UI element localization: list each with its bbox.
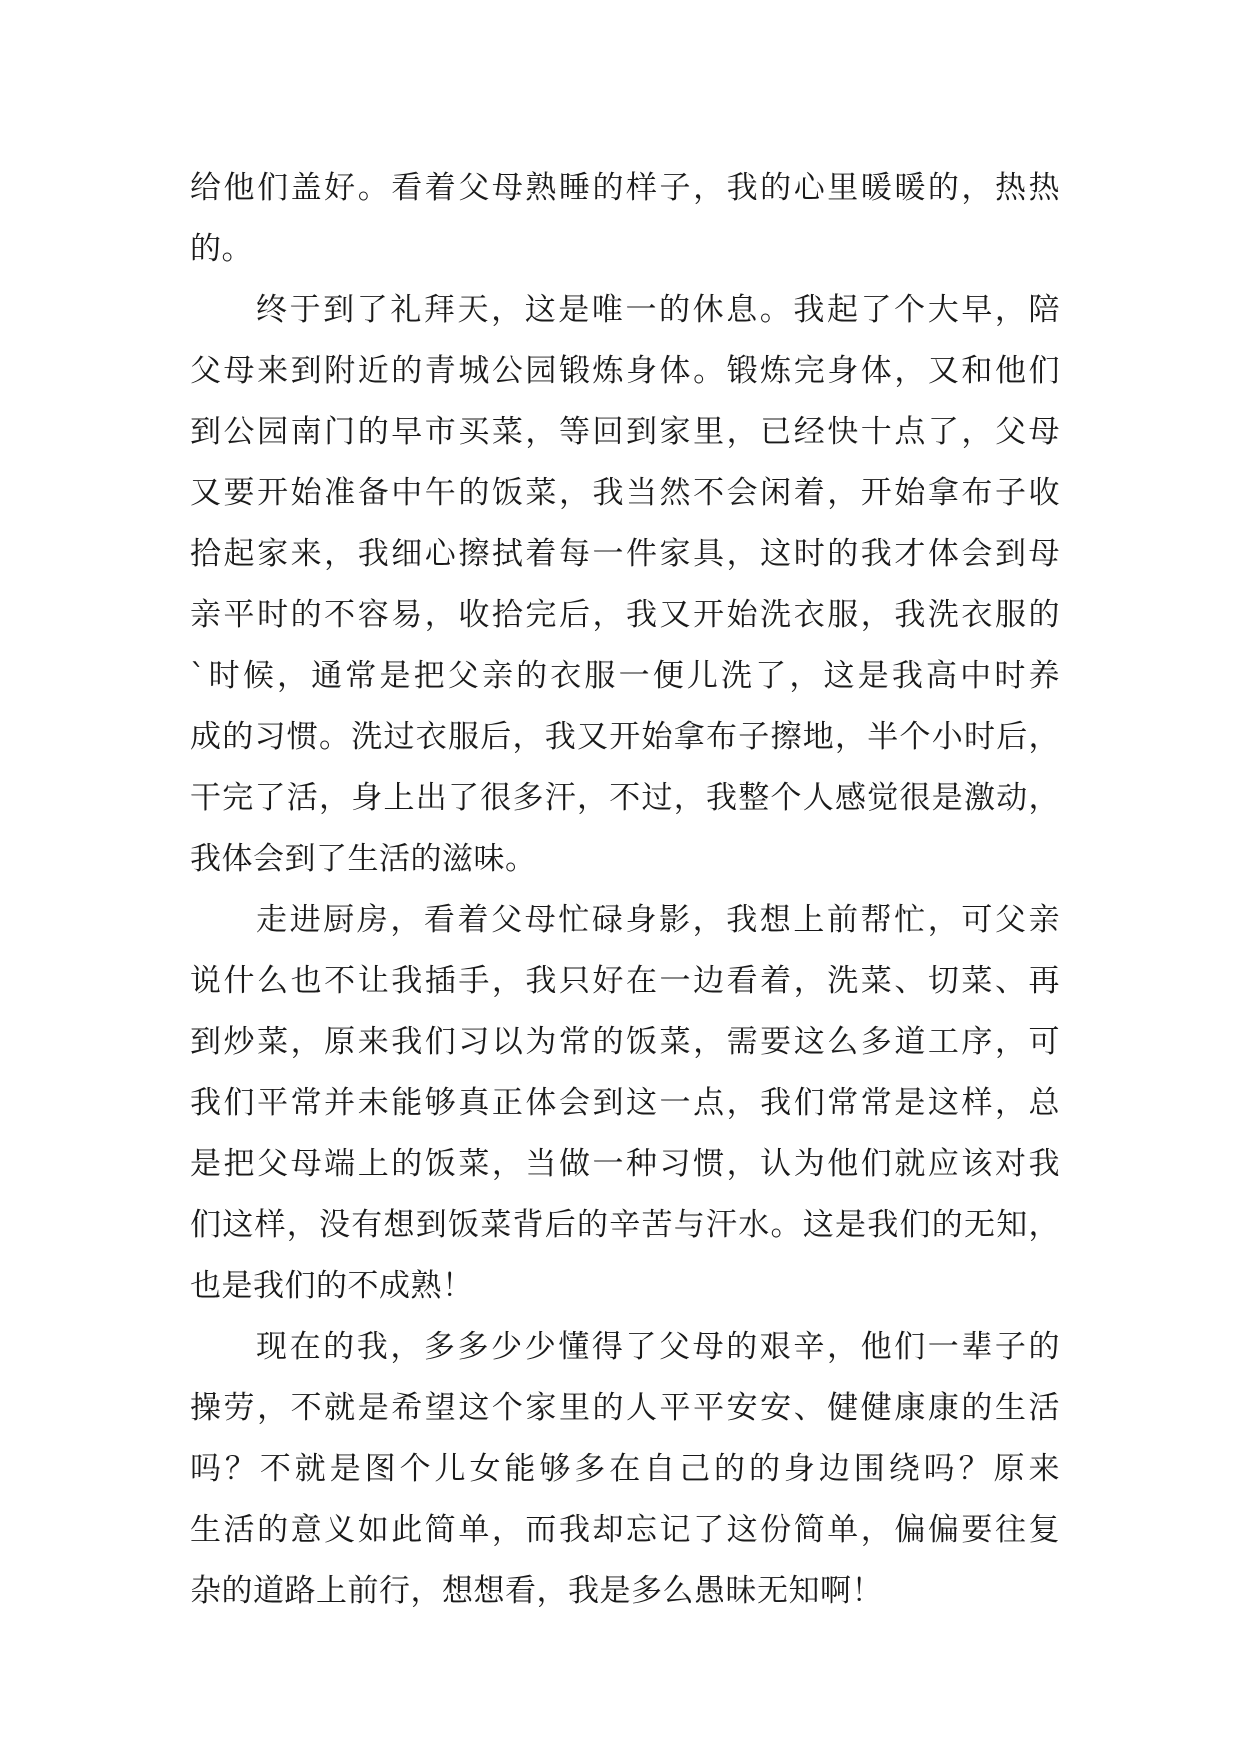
text-line: 的。 <box>190 231 253 267</box>
text-line: 也是我们的不成熟！ <box>190 1268 474 1304</box>
text-line: 我们平常并未能够真正体会到这一点，我们常常是这样，总 <box>190 1085 1060 1121</box>
text-line: 终于到了礼拜天，这是唯一的休息。我起了个大早，陪 <box>256 292 1060 328</box>
text-line: 到炒菜，原来我们习以为常的饭菜，需要这么多道工序，可 <box>190 1024 1060 1060</box>
text-line: 父母来到附近的青城公园锻炼身体。锻炼完身体，又和他们 <box>190 353 1060 389</box>
text-line: `时候，通常是把父亲的衣服一便儿洗了，这是我高中时养 <box>190 658 1060 694</box>
text-line: 到公园南门的早市买菜，等回到家里，已经快十点了，父母 <box>190 414 1060 450</box>
text-line: 成的习惯。洗过衣服后，我又开始拿布子擦地，半个小时后， <box>190 719 1060 755</box>
text-line: 走进厨房，看着父母忙碌身影，我想上前帮忙，可父亲 <box>256 902 1060 938</box>
text-line: 是把父母端上的饭菜，当做一种习惯，认为他们就应该对我 <box>190 1146 1060 1182</box>
text-line: 现在的我，多多少少懂得了父母的艰辛，他们一辈子的 <box>256 1329 1060 1365</box>
text-line: 干完了活，身上出了很多汗，不过，我整个人感觉很是激动， <box>190 780 1060 816</box>
text-line: 生活的意义如此简单，而我却忘记了这份简单，偏偏要往复 <box>190 1512 1060 1548</box>
text-line: 杂的道路上前行，想想看，我是多么愚昧无知啊！ <box>190 1573 883 1609</box>
body-text <box>190 158 1060 1622</box>
text-line: 又要开始准备中午的饭菜，我当然不会闲着，开始拿布子收 <box>190 475 1060 511</box>
text-line: 操劳，不就是希望这个家里的人平平安安、健健康康的生活 <box>190 1390 1060 1426</box>
text-line: 亲平时的不容易，收拾完后，我又开始洗衣服，我洗衣服的 <box>190 597 1060 633</box>
text-line: 给他们盖好。看着父母熟睡的样子，我的心里暖暖的，热热 <box>190 170 1060 206</box>
text-line: 们这样，没有想到饭菜背后的辛苦与汗水。这是我们的无知， <box>190 1207 1060 1243</box>
text-line: 说什么也不让我插手，我只好在一边看着，洗菜、切菜、再 <box>190 963 1060 999</box>
text-line: 我体会到了生活的滋味。 <box>190 841 537 877</box>
text-line: 吗？不就是图个儿女能够多在自己的的身边围绕吗？原来 <box>190 1451 1060 1487</box>
text-line: 拾起家来，我细心擦拭着每一件家具，这时的我才体会到母 <box>190 536 1060 572</box>
